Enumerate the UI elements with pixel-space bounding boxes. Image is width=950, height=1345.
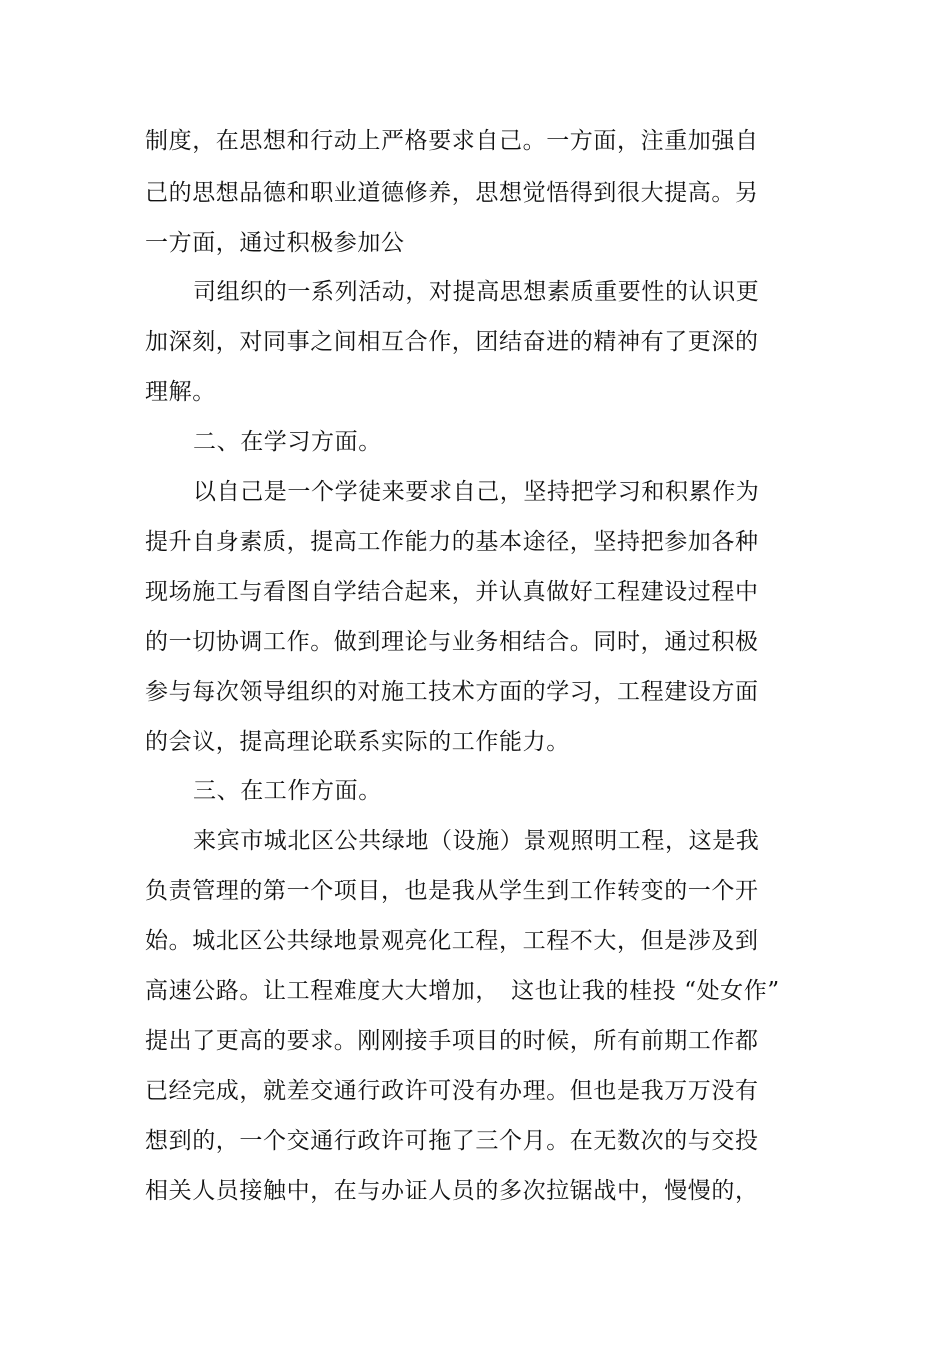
text-line-17: 始。城北区公共绿地景观亮化工程，工程不大，但是涉及到 — [145, 928, 759, 954]
text-line-8: 以自己是一个学徒来要求自己，坚持把学习和积累作为 — [193, 479, 760, 505]
text-line-10: 现场施工与看图自学结合起来，并认真做好工程建设过程中 — [145, 579, 759, 605]
text-line-6: 理解。 — [145, 379, 216, 405]
section-heading-study: 二、在学习方面。 — [193, 429, 382, 455]
text-line-3: 一方面，通过积极参加公 — [145, 230, 405, 256]
text-line-16: 负责管理的第一个项目，也是我从学生到工作转变的一个开 — [145, 878, 759, 904]
text-line-21: 想到的，一个交通行政许可拖了三个月。在无数次的与交投 — [145, 1128, 759, 1154]
text-line-18: 高速公路。让工程难度大大增加， 这也让我的桂投 “处女作” — [145, 978, 780, 1004]
text-line-19: 提出了更高的要求。刚刚接手项目的时候，所有前期工作都 — [145, 1028, 759, 1054]
section-heading-work: 三、在工作方面。 — [193, 778, 382, 804]
text-line-22: 相关人员接触中，在与办证人员的多次拉锯战中，慢慢的， — [145, 1178, 759, 1204]
text-line-2: 己的思想品德和职业道德修养，思想觉悟得到很大提高。另 — [145, 180, 759, 206]
text-line-4: 司组织的一系列活动，对提高思想素质重要性的认识更 — [193, 279, 760, 305]
text-line-5: 加深刻，对同事之间相互合作，团结奋进的精神有了更深的 — [145, 329, 759, 355]
text-line-12: 参与每次领导组织的对施工技术方面的学习，工程建设方面 — [145, 679, 759, 705]
text-line-1: 制度，在思想和行动上严格要求自己。一方面，注重加强自 — [145, 128, 759, 154]
text-line-20: 已经完成，就差交通行政许可没有办理。但也是我万万没有 — [145, 1078, 759, 1104]
text-line-11: 的一切协调工作。做到理论与业务相结合。同时，通过积极 — [145, 629, 759, 655]
text-line-13: 的会议，提高理论联系实际的工作能力。 — [145, 729, 570, 755]
text-line-15: 来宾市城北区公共绿地（设施）景观照明工程，这是我 — [193, 828, 760, 854]
text-line-9: 提升自身素质，提高工作能力的基本途径，坚持把参加各种 — [145, 529, 759, 555]
